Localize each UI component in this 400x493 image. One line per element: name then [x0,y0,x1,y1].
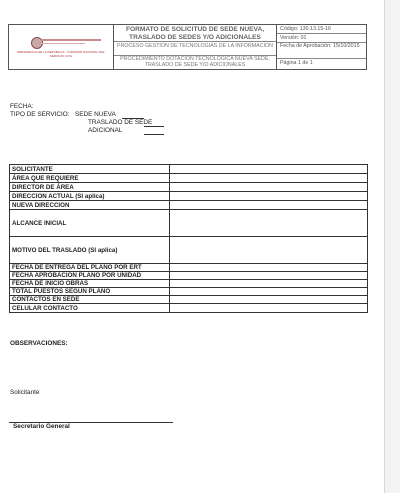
row-value-field[interactable] [170,296,368,304]
row-value-field[interactable] [170,192,368,201]
option-traslado-sede: TRASLADO DE SEDE [88,119,153,126]
row-label: FECHA DE INICIO OBRAS [10,280,170,288]
option-adicional: ADICIONAL [88,127,123,134]
table-row [10,296,368,304]
row-value-field[interactable] [170,288,368,296]
row-value-field[interactable] [170,183,368,192]
table-row [10,210,368,237]
table-row [10,201,368,210]
row-label: NUEVA DIRECCION [10,201,170,210]
row-label: TOTAL PUESTOS SEGÚN PLANO [10,288,170,296]
option-sede-nueva: SEDE NUEVA [75,111,116,118]
approval-date: Fecha de Aprobación: 15/10/2015 [277,43,366,59]
title-cell [114,25,277,69]
row-label: MOTIVO DEL TRASLADO (SI aplica) [10,237,170,264]
adicional-blank[interactable] [144,134,164,135]
request-table [9,164,368,313]
page-number: Página 1 de 1 [280,60,313,66]
process-name: PROCESO GESTION DE TECNOLOGIAS DE LA INFORMACION [114,42,276,56]
table-row [10,174,368,183]
tipo-servicio-label: TIPO DE SERVICIO: [10,111,70,118]
logo-cell [9,25,114,69]
table-row [10,280,368,288]
row-label: SOLICITANTE [10,165,170,174]
secretario-general-label: Secretario General [13,423,70,430]
row-value-field[interactable] [170,210,368,237]
row-value-field[interactable] [170,237,368,264]
row-label: DIRECTOR DE ÁREA [10,183,170,192]
fecha-label: FECHA: [10,103,34,110]
row-label: FECHA DE ENTREGA DEL PLANO POR ERT [10,264,170,272]
table-row [10,237,368,264]
table-row [10,264,368,272]
row-label: DIRECCION ACTUAL (SI aplica) [10,192,170,201]
row-label: ÁREA QUE REQUIERE [10,174,170,183]
row-value-field[interactable] [170,174,368,183]
document-version: Versión: 01 [277,34,366,43]
table-row [10,272,368,280]
procedure-name: PROCEDIMIENTO DOTACION TECNOLOGICA NUEVA SEDE, TRASLADO DE SEDE Y/O ADICIONALES [120,56,270,68]
metadata-cell [277,25,366,69]
row-label: CELULAR CONTACTO [10,304,170,313]
table-row [10,183,368,192]
logo-text: PRESIDENCIA DE LA REPÚBLICA - COMISIÓN NACIONAL DEL SERVICIO CIVIL [17,50,105,58]
traslado-blank[interactable] [144,126,164,127]
row-value-field[interactable] [170,165,368,174]
solicitante-signature-label: Solicitante [10,389,40,396]
row-label: ALCANCE INICIAL [10,210,170,237]
row-value-field[interactable] [170,304,368,313]
vertical-scrollbar[interactable] [384,0,400,493]
row-label: FECHA APROBACION PLANO POR UNIDAD [10,272,170,280]
row-value-field[interactable] [170,280,368,288]
table-row [10,304,368,313]
row-value-field[interactable] [170,272,368,280]
table-row [10,288,368,296]
table-row [10,192,368,201]
document-header [8,24,367,70]
institution-logo [15,31,107,65]
document-code: Código: 130.13.15-16 [277,25,366,34]
document-title: FORMATO DE SOLICITUD DE SEDE NUEVA, TRASLADO DE SEDES Y/O ADICIONALES [114,25,276,42]
row-label: CONTACTOS EN SEDE [10,296,170,304]
observaciones-label: OBSERVACIONES: [10,340,68,347]
row-value-field[interactable] [170,201,368,210]
table-row [10,165,368,174]
row-value-field[interactable] [170,264,368,272]
